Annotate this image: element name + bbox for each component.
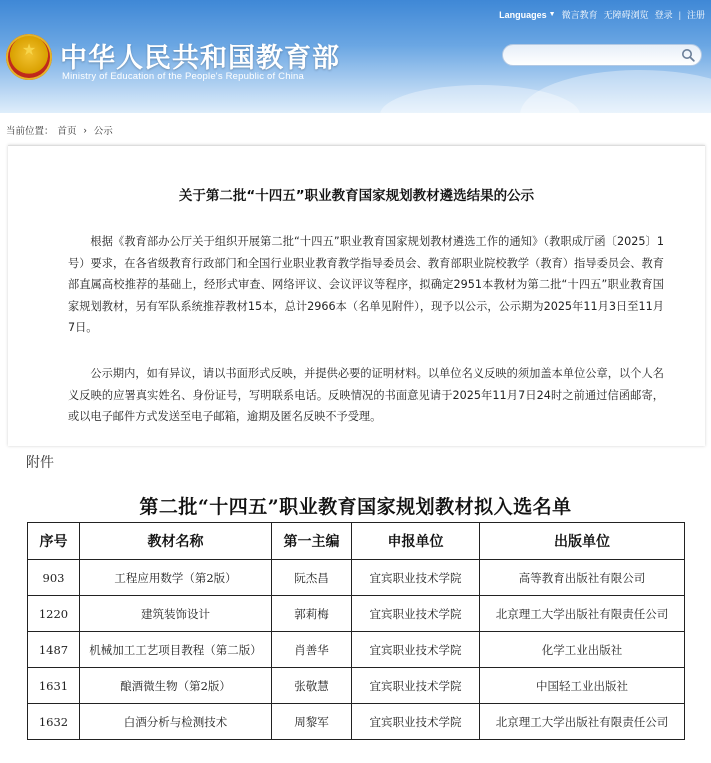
- national-emblem-icon[interactable]: ★: [6, 34, 52, 80]
- cell-textbook: 机械加工工艺项目教程（第二版）: [80, 632, 272, 668]
- cell-number: 1632: [28, 704, 80, 740]
- article-card: [8, 145, 705, 446]
- cell-editor: 阮杰昌: [272, 560, 352, 596]
- search-box: [502, 44, 702, 66]
- attachment-label: 附件: [26, 455, 54, 471]
- table-row: [28, 704, 685, 740]
- cell-publisher: 化学工业出版社: [480, 632, 685, 668]
- column-header-editor: 第一主编: [272, 523, 352, 560]
- textbook-list-table: [27, 522, 685, 740]
- cell-editor: 周黎军: [272, 704, 352, 740]
- search-icon[interactable]: [681, 48, 695, 62]
- cell-applicant: 宜宾职业技术学院: [352, 560, 480, 596]
- cell-applicant: 宜宾职业技术学院: [352, 632, 480, 668]
- breadcrumb-home[interactable]: 首页: [57, 126, 77, 137]
- site-title[interactable]: 中华人民共和国教育部: [60, 43, 340, 74]
- cell-publisher: 中国轻工业出版社: [480, 668, 685, 704]
- cell-textbook: 建筑装饰设计: [80, 596, 272, 632]
- site-subtitle: Ministry of Education of the People's Republic of China: [62, 71, 304, 82]
- cell-publisher: 高等教育出版社有限公司: [480, 560, 685, 596]
- weiyan-education-link[interactable]: 微言教育: [561, 10, 598, 20]
- cell-applicant: 宜宾职业技术学院: [352, 704, 480, 740]
- cell-applicant: 宜宾职业技术学院: [352, 596, 480, 632]
- cell-number: 903: [28, 560, 80, 596]
- article-paragraph: 根据《教育部办公厅关于组织开展第二批“十四五”职业教育国家规划教材遴选工作的通知》（教职成厅函〔2025〕1号）要求，在各省级教育行政部门和全国行业职业教育教学指导委员会、教育部职业院校教学（教育）指导委员会、教育部直属高校推荐的基础上，经形式审查、网络评议、会议评议等程序，拟确定2951本教材为第二批“十四五”职业教育国家规划教材，另有军队系统推荐教材15本，总计2966本（名单见附件），现予以公示，公示期为2025年11月3日至11月7日。: [68, 235, 664, 335]
- register-link[interactable]: 注册: [686, 10, 705, 20]
- accessibility-link[interactable]: 无障碍浏览: [603, 10, 649, 20]
- column-header-publisher: 出版单位: [480, 523, 685, 560]
- breadcrumb-label: 当前位置：: [6, 126, 54, 137]
- table-row: [28, 560, 685, 596]
- nav-divider: |: [678, 9, 681, 20]
- cell-number: 1487: [28, 632, 80, 668]
- table-row: [28, 596, 685, 632]
- article-title: 关于第二批“十四五”职业教育国家规划教材遴选结果的公示: [178, 188, 535, 204]
- breadcrumb-notice[interactable]: 公示: [93, 126, 113, 137]
- cell-textbook: 工程应用数学（第2版）: [80, 560, 272, 596]
- cell-textbook: 酿酒微生物（第2版）: [80, 668, 272, 704]
- search-input[interactable]: [511, 47, 675, 65]
- cell-publisher: 北京理工大学出版社有限责任公司: [480, 704, 685, 740]
- column-header-textbook: 教材名称: [80, 523, 272, 560]
- column-header-applicant: 申报单位: [352, 523, 480, 560]
- table-header-row: [28, 523, 685, 560]
- table-row: [28, 632, 685, 668]
- cell-number: 1220: [28, 596, 80, 632]
- column-header-number: 序号: [28, 523, 80, 560]
- languages-link[interactable]: Languages: [499, 9, 547, 20]
- cell-publisher: 北京理工大学出版社有限责任公司: [480, 596, 685, 632]
- article-paragraph: 公示期内，如有异议，请以书面形式反映，并提供必要的证明材料。以单位名义反映的须加盖本单位公章，以个人名义反映的应署真实姓名、身份证号，写明联系电话。反映情况的书面意见请于2025年11月7日24时之前通过信函邮寄，或以电子邮件方式发送至电子邮箱，逾期及匿名反映不予受理。: [68, 367, 664, 424]
- login-link[interactable]: 登录: [654, 10, 673, 20]
- chevron-right-icon: ›: [83, 124, 87, 136]
- cell-number: 1631: [28, 668, 80, 704]
- breadcrumb: [6, 123, 113, 137]
- cell-textbook: 白酒分析与检测技术: [80, 704, 272, 740]
- cell-applicant: 宜宾职业技术学院: [352, 668, 480, 704]
- site-header: [0, 0, 711, 113]
- attachment-table-title: 第二批“十四五”职业教育国家规划教材拟入选名单: [139, 496, 572, 518]
- top-nav: [499, 8, 705, 21]
- table-row: [28, 668, 685, 704]
- cell-editor: 郭莉梅: [272, 596, 352, 632]
- chevron-down-icon[interactable]: ▼: [548, 11, 556, 18]
- cell-editor: 张敬慧: [272, 668, 352, 704]
- cell-editor: 肖善华: [272, 632, 352, 668]
